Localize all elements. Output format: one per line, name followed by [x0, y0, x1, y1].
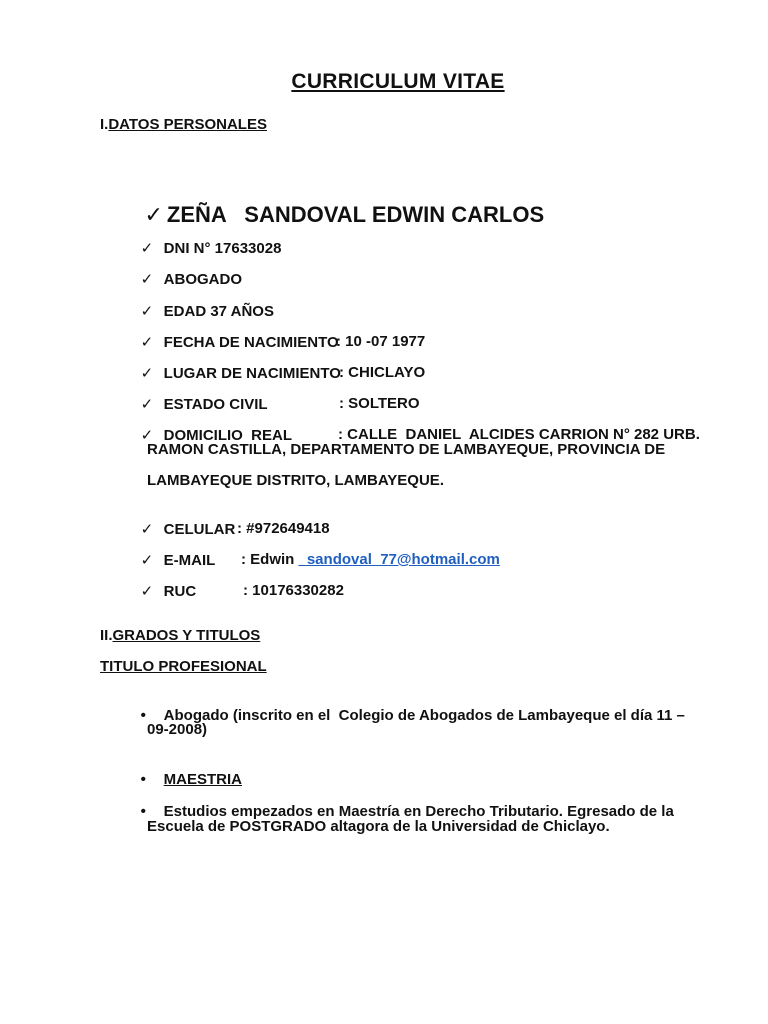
section-number: I.: [100, 116, 109, 133]
birth-place-label: LUGAR DE NACIMIENTO: [163, 365, 341, 382]
address-line-2: RAMON CASTILLA, DEPARTAMENTO DE LAMBAYEQUE, PROVINCIA DE: [147, 441, 666, 458]
section-grados-titulos: [100, 627, 260, 644]
check-icon: ✓: [140, 427, 154, 444]
bullet-text: Estudios empezados en Maestría en Derecho Tributario. Egresado de la: [163, 803, 674, 820]
birth-date-label: FECHA DE NACIMIENTO: [163, 334, 339, 351]
check-icon: ✓: [140, 396, 154, 413]
check-icon: ✓: [144, 202, 163, 227]
check-icon: ✓: [140, 552, 154, 569]
bullet-icon: •: [140, 771, 146, 788]
bullet-icon: •: [140, 803, 146, 820]
section-number: II.: [100, 627, 113, 644]
ruc-value: : 10176330282: [243, 582, 344, 599]
address-label: DOMICILIO REAL: [163, 427, 292, 444]
age-text: EDAD 37 AÑOS: [163, 303, 274, 320]
check-icon: ✓: [140, 303, 154, 320]
email-label: E-MAIL: [163, 552, 216, 569]
civil-status-value: : SOLTERO: [339, 395, 420, 412]
item-ruc: [124, 565, 344, 617]
email-link[interactable]: _sandoval_77@hotmail.com: [298, 551, 500, 568]
section-datos-personales: [100, 116, 267, 133]
bullet-text: MAESTRIA: [163, 771, 243, 788]
birth-date-value: : 10 -07 1977: [336, 333, 426, 350]
civil-status-label: ESTADO CIVIL: [163, 396, 268, 413]
subheading-titulo-profesional: TITULO PROFESIONAL: [100, 658, 267, 675]
bullet-text-continued: Escuela de POSTGRADO altagora de la Universidad de Chiclayo.: [147, 818, 610, 835]
check-icon: ✓: [140, 583, 154, 600]
section-title: GRADOS Y TITULOS: [112, 627, 261, 644]
address-line-3: LAMBAYEQUE DISTRITO, LAMBAYEQUE.: [147, 472, 444, 489]
address-value: : CALLE DANIEL ALCIDES CARRION N° 282 URB.: [338, 426, 700, 443]
check-icon: ✓: [140, 334, 154, 351]
check-icon: ✓: [140, 271, 154, 288]
section-title: DATOS PERSONALES: [108, 116, 267, 133]
check-icon: ✓: [140, 240, 154, 257]
dni-text: DNI N° 17633028: [163, 240, 282, 257]
birth-place-value: : CHICLAYO: [339, 364, 426, 381]
bullet-icon: •: [140, 707, 146, 724]
check-icon: ✓: [140, 521, 154, 538]
bullet-item-abogado: [124, 690, 685, 741]
ruc-label: RUC: [163, 583, 197, 600]
phone-value: : #972649418: [237, 520, 330, 537]
email-prefix: : Edwin: [241, 551, 299, 568]
check-icon: ✓: [140, 365, 154, 382]
document-title: CURRICULUM VITAE: [291, 70, 505, 93]
person-name: ZEÑA SANDOVAL EDWIN CARLOS: [166, 202, 545, 227]
profession-text: ABOGADO: [163, 271, 243, 288]
bullet-text-continued: 09-2008): [147, 721, 208, 738]
phone-label: CELULAR: [163, 521, 236, 538]
bullet-text: Abogado (inscrito en el Colegio de Abogados de Lambayeque el día 11 –: [163, 707, 685, 724]
